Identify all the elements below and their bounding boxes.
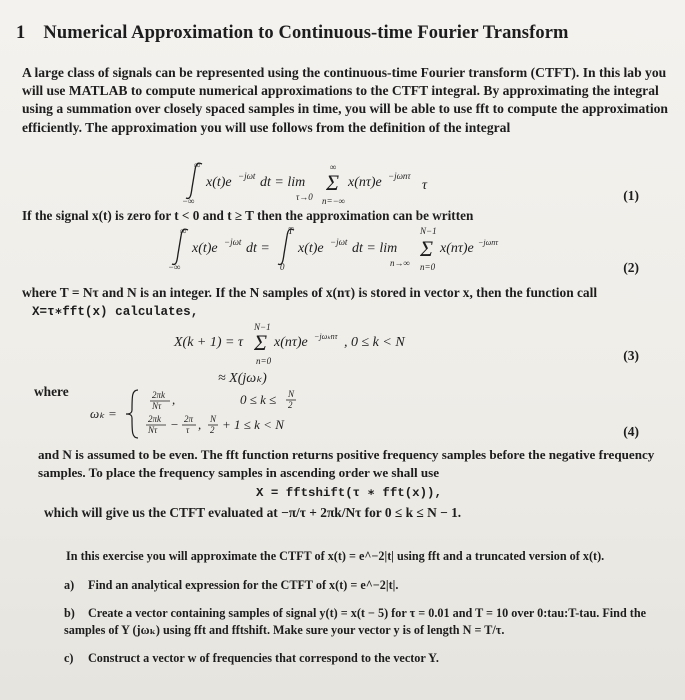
- svg-text:,: ,: [172, 392, 176, 407]
- svg-text:x(t)e: x(t)e: [206, 175, 232, 190]
- svg-text:2: 2: [288, 400, 293, 410]
- equation-1-number: (1): [623, 188, 639, 203]
- svg-text:∞: ∞: [194, 160, 201, 170]
- equation-4-number: (4): [623, 424, 639, 439]
- paragraph-fft-call: X=τ∗fft(x) calculates,: [32, 305, 199, 319]
- svg-text:Nτ: Nτ: [148, 425, 158, 435]
- svg-text:−jωₖnτ: −jωₖnτ: [314, 332, 338, 341]
- svg-text:n→∞: n→∞: [390, 258, 410, 268]
- svg-text:ωₖ =: ωₖ =: [90, 406, 117, 421]
- svg-text:+ 1 ≤ k < N: + 1 ≤ k < N: [222, 417, 284, 432]
- paragraph-fft-order: and N is assumed to be even. The fft function returns positive frequency samples before the negative frequency samples. To place the frequency samples in ascending order we shall use: [38, 447, 655, 480]
- svg-text:−jωt: −jωt: [330, 237, 348, 247]
- svg-text:dt = lim: dt = lim: [260, 175, 306, 190]
- svg-text:n=−∞: n=−∞: [322, 196, 346, 206]
- svg-text:Σ: Σ: [254, 330, 268, 355]
- item-letter: c): [64, 651, 74, 665]
- fftshift-expression: X = fftshift(τ ∗ fft(x)),: [256, 486, 442, 500]
- svg-text:dt = lim: dt = lim: [352, 241, 398, 256]
- where-label: where: [34, 384, 69, 399]
- svg-text:≈ X(jωₖ): ≈ X(jωₖ): [218, 371, 267, 386]
- equation-2-number: (2): [623, 260, 639, 275]
- equation-1-graphic: [176, 160, 476, 206]
- exercise-item-b: [64, 605, 670, 639]
- svg-text:Σ: Σ: [420, 236, 434, 261]
- svg-text:N−1: N−1: [420, 226, 437, 236]
- svg-text:x(nτ)e: x(nτ)e: [274, 335, 308, 350]
- svg-text:2: 2: [210, 425, 215, 435]
- item-letter: b): [64, 606, 75, 620]
- item-text: Construct a vector w of frequencies that correspond to the vector Y.: [88, 651, 439, 665]
- svg-text:∞: ∞: [180, 226, 187, 236]
- svg-text:−jωnτ: −jωnτ: [388, 171, 411, 181]
- svg-text:−jωt: −jωt: [224, 237, 242, 247]
- svg-text:Σ: Σ: [326, 170, 340, 195]
- intro-paragraph: A large class of signals can be represented using the continuous-time Fourier transform (CTFT). In this lab you will use MATLAB to compute numerical approximations to the CTFT integral. By approximating the integral using a summation over closely spaced samples in time, you will be able to use fft to compute the approximation efficiently. The approximation you will use follows from the definition of the integral: [22, 65, 668, 135]
- svg-text:Nτ: Nτ: [152, 401, 162, 411]
- svg-text:,: ,: [198, 417, 202, 432]
- section-title: Numerical Approximation to Continuous-time Fourier Transform: [43, 23, 569, 43]
- equation-2: [164, 224, 499, 276]
- svg-text:x(t)e: x(t)e: [298, 241, 324, 256]
- svg-text:τ→0: τ→0: [296, 192, 313, 202]
- item-text: Find an analytical expression for the CTFT of x(t) = e^−2|t|.: [88, 578, 399, 592]
- svg-text:x(nτ)e: x(nτ)e: [348, 175, 382, 190]
- svg-text:dt =: dt =: [246, 241, 270, 256]
- svg-text:−jωt: −jωt: [238, 171, 256, 181]
- item-letter: a): [64, 578, 75, 592]
- svg-text:τ: τ: [186, 425, 190, 435]
- svg-text:0: 0: [280, 262, 285, 272]
- section-heading: [16, 23, 569, 44]
- svg-text:, 0 ≤ k < N: , 0 ≤ k < N: [344, 335, 405, 350]
- svg-text:N: N: [288, 389, 295, 399]
- svg-text:n=0: n=0: [256, 356, 272, 366]
- equation-3-number: (3): [623, 348, 639, 363]
- exercise-item-a: [64, 577, 674, 594]
- svg-text:X(k + 1) = τ: X(k + 1) = τ: [174, 335, 243, 350]
- paragraph-ctft-evaluated: which will give us the CTFT evaluated at −π/τ + 2πk/Nτ for 0 ≤ k ≤ N − 1.: [44, 505, 462, 520]
- svg-text:2πk: 2πk: [148, 414, 162, 424]
- equation-3: [172, 322, 432, 392]
- equation-3-graphic: [172, 322, 432, 388]
- equation-4-graphic: [90, 386, 390, 442]
- svg-text:T: T: [288, 226, 294, 236]
- svg-text:τ: τ: [422, 178, 428, 193]
- svg-text:−jωnτ: −jωnτ: [478, 238, 499, 247]
- svg-text:∞: ∞: [330, 162, 337, 172]
- exercise-item-c: [64, 650, 674, 667]
- svg-text:N: N: [210, 414, 217, 424]
- svg-text:2πk: 2πk: [152, 390, 166, 400]
- svg-text:2π: 2π: [184, 414, 194, 424]
- svg-text:−: −: [170, 417, 179, 432]
- svg-text:n=0: n=0: [420, 262, 436, 272]
- equation-1: [176, 160, 476, 210]
- svg-text:−∞: −∞: [168, 262, 181, 272]
- paragraph-zero-condition: If the signal x(t) is zero for t < 0 and t ≥ T then the approximation can be written: [22, 208, 474, 223]
- exercise-intro: In this exercise you will approximate the CTFT of x(t) = e^−2|t| using fft and a truncated version of x(t).: [66, 549, 605, 563]
- svg-text:x(t)e: x(t)e: [192, 241, 218, 256]
- svg-text:N−1: N−1: [254, 322, 271, 332]
- svg-text:0 ≤ k ≤: 0 ≤ k ≤: [240, 392, 277, 407]
- item-text: Create a vector containing samples of signal y(t) = x(t − 5) for τ = 0.01 and T = 10 over 0:tau:T-tau. Find the samples of Y (jωₖ) using fft and fftshift. Make sure your vector y is of length N = T/τ.: [64, 606, 647, 637]
- equation-2-graphic: [164, 224, 499, 272]
- section-number: 1: [16, 23, 26, 43]
- svg-text:−∞: −∞: [182, 196, 195, 206]
- equation-4: [90, 386, 390, 446]
- svg-text:x(nτ)e: x(nτ)e: [440, 241, 474, 256]
- paragraph-where-T: where T = Nτ and N is an integer. If the N samples of x(nτ) is stored in vector x, then the function call: [22, 285, 598, 300]
